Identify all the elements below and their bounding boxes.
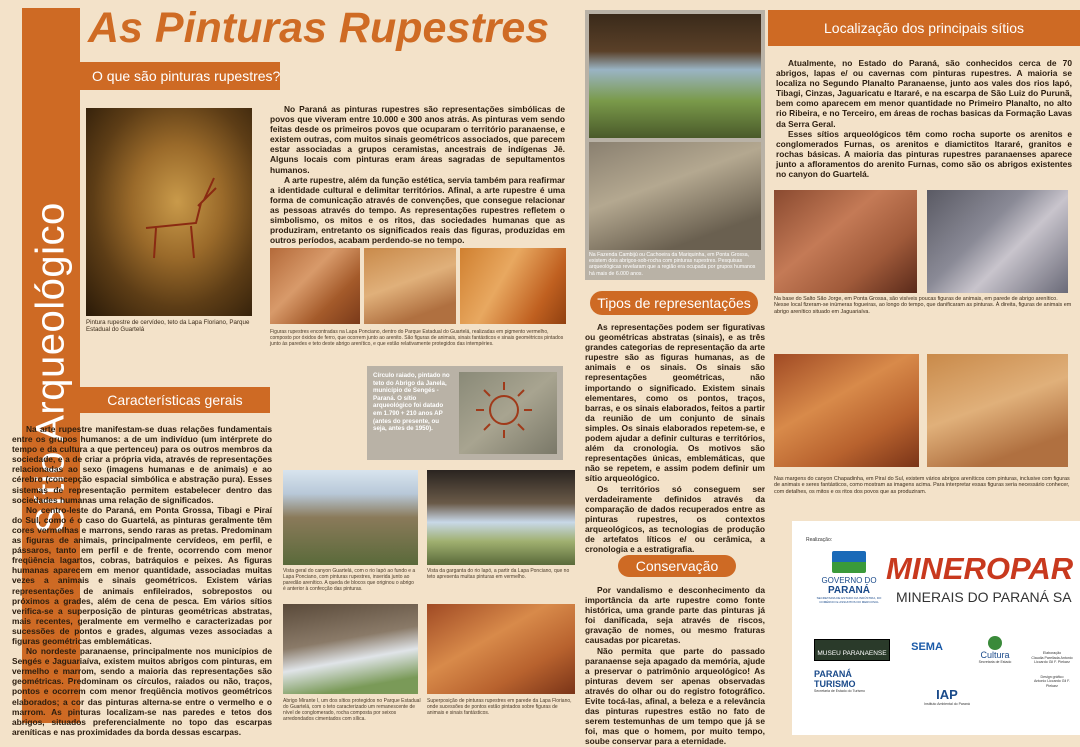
circle-photo (459, 372, 557, 454)
gov-subtitle: SECRETARIA DE ESTADO DA INDÚSTRIA, DO COMÉRCIO E ASSUNTOS DO MERCOSUL (816, 596, 882, 604)
section-header-types: Tipos de representações (590, 291, 758, 315)
figures-caption (270, 329, 566, 347)
mineropar-subtitle: MINERAIS DO PARANÁ SA (896, 589, 1072, 605)
conservation-text (585, 585, 765, 747)
sema-label: SEMA (911, 641, 943, 653)
salto-photo-2 (927, 190, 1068, 293)
canyon-caption-1 (283, 568, 418, 592)
section-header-what: O que são pinturas rupestres? (80, 62, 280, 90)
parana-turismo-logo (814, 669, 894, 693)
types-paragraph-1: As representações podem ser figurativas ou geométricas abstratas (sinais), e as três grandes categorias de representação da arte rupestre são as figuras humanas, as de animais e os sinais. Os sinais são representações geométricas, não importando o significado. Existem sinais elementares, como os pontos, traços, barras, e os sinais elaborados, feitos a partir da reunião de um conjunto de sinais simples. Os sinais elaborados repetem-se, e podem ajudar a definir culturas e territórios, além da cronologia. Os motivos são representações únicas, emblemáticas, que não se repetem, e assim podem definir um sítio arqueológico. (585, 322, 765, 484)
mineropar-logo: MINEROPAR (886, 551, 1074, 586)
turismo-subtitle: Secretaria de Estado do Turismo (814, 689, 865, 693)
sidebar-title: Sítio Arqueológico (28, 202, 73, 534)
characteristics-paragraph-2: No centro-leste do Paraná, em Ponta Grossa, Tibagi e Piraí do Sul, como é o caso do Guartelá, as pinturas geralmente têm cores vermelhas e marrons, sendo raras as pretas. Predominam as figuras de animais, principalmente cervídeos, em perfil, e pássaros, tanto em perfil e de frente, ocorrendo com menor freqüência lagartos, cobras, batráquios e peixes. As figuras humanas aparecem em menor quantidade, associadas muitas vezes a animais e sinais geométricos. Existem várias representações de animais enfileirados, sobrepostos ou próximos a grades, além de cena de pesca. Em vários sítios verifica-se a superposição de pinturas geométricas abstratas, mais recentes, geralmente em vermelho e caracterizadas por sucessões de pontos e grades, algumas vezes associadas a figuras geométricas emblemáticas. (12, 504, 272, 646)
circle-info-box (367, 366, 563, 460)
painting-photo-2 (364, 248, 456, 324)
circle-caption-text: Círculo raiado, pintado no teto do Abrigo da Janela, município de Sengés - Paraná. O sítio arqueológico foi datado em 1.790 + 210 anos AP (antes do presente, ou seja, antes de 1950). (373, 372, 450, 433)
chapada-photo-2 (927, 354, 1068, 467)
cultura-logo (972, 636, 1018, 664)
sema-logo (904, 641, 950, 653)
iap-logo (904, 687, 990, 706)
section-header-conservation: Conservação (618, 555, 736, 577)
design-label: Design gráfico (1040, 674, 1064, 679)
canyon-caption-4-text: Superposição de pinturas rupestres em parede da Lapa Floriano, onde sucessões de pontos estão pintados sobre figuras de animais e sinais fantásticos. (427, 698, 572, 716)
conservation-paragraph-2: Não permita que parte do passado paranaense seja apagado da memória, ajude a preservar o patrimônio arqueológico! As pinturas devem ser apenas observadas através do olhar ou do registro fotográfico. Evite tocá-las, afinal, a beleza e a relevância das pinturas rupestres estão no fato de serem testemunhas de um tempo que já se foi, mas que o homem, por muito tempo, soube conservar para a eternidade. (585, 645, 765, 747)
gov-line-2: PARANÁ (827, 585, 871, 596)
rayed-circle-icon (459, 372, 557, 454)
canyon-photo-4 (427, 604, 575, 694)
painting-photo-1 (270, 248, 360, 324)
chapada-caption (774, 476, 1072, 495)
canyon-photo-2 (427, 470, 575, 565)
canyon-caption-1-text: Vista geral do canyon Guartelá, com o rio Iapó ao fundo e a Lapa Ponciano, com pinturas rupestres, inserida junto ao paredão arenítico. A queda de blocos que originou o abrigo é anterior à confecção das pinturas. (283, 568, 416, 592)
what-text (270, 104, 565, 245)
salto-caption (774, 296, 1072, 315)
canyon-caption-4 (427, 698, 575, 716)
types-text (585, 322, 765, 554)
iap-label: IAP (936, 687, 958, 702)
characteristics-paragraph-1: Na arte rupestre manifestam-se duas relações fundamentais entre os grupos humanos: a de um indivíduo (um intérprete do tempo e da cultura a que pertenceu) para os outros membros da sociedade, e a de criar a própria vida, através de representações relacionadas ao sexo (imagens humanas e de animais) e ao cérebro (concepção espacial simbólica e abstração pura). Esses sistemas de representação permitem estabelecer dentro das sociedades humanas uma relação de significados. (12, 424, 272, 505)
museu-logo (814, 639, 890, 661)
location-paragraph-1: Atualmente, no Estado do Paraná, são conhecidos cerca de 70 abrigos, lapas e/ ou cavernas com pinturas rupestres. A maioria se localiza no Segundo Planalto Paranaense, junto aos vales dos rios Iapó, Tibagi, Cinzas, Jaguaricatu e Itararé, e na escarpa de São Luiz do Purunã, bem como aparecem em menor quantidade no Primeiro Planalto, no alto rio Ribeira, e no Terceiro, em áreas de rochas basicas da Formação Lavas da Serra Geral. (776, 58, 1072, 129)
elaboracao-label: Elaboração (1042, 651, 1062, 655)
canyon-caption-2-text: Vista da garganta do rio Iapó, a partir da Lapa Ponciano, que no teto apresenta muitas pinturas em vermelho. (427, 568, 570, 580)
elaboracao-names: Claudia Parellada Antonio Liccardo Gil F. Piekarz (1031, 655, 1073, 665)
cave-deer-photo (86, 108, 252, 316)
chapada-photo-1 (774, 354, 919, 467)
salto-caption-text: Na base do Salto São Jorge, em Ponta Grossa, são visíveis poucas figuras de animais, em parede de abrigo arenítico. Nesse local fizeram-se inúmeras fogueiras, ao longo do tempo, que danificaram as pinturas. À direita, figuras de animais em abrigo arenítico situado em Jaguariaíva. (774, 296, 1072, 315)
sponsors-box (792, 521, 1080, 735)
canyon-caption-3 (283, 698, 423, 722)
flag-icon (832, 551, 866, 573)
cultura-label: Cultura (980, 650, 1010, 660)
deer-painting-icon (86, 108, 252, 316)
section-header-characteristics: Características gerais (80, 387, 270, 413)
salto-photo-1 (774, 190, 917, 293)
types-paragraph-2: Os territórios só conseguem ser verdadeiramente definidos através da comparação de dados recuperados entre as pinturas rupestres, os contextos arqueológicos, as tecnologias de produção de artefatos líticos e/ ou cerâmica, a cronologia e a estratigrafia. (585, 483, 765, 555)
characteristics-text (12, 424, 272, 737)
figures-caption-text: Figuras rupestres encontradas na Lapa Ponciano, dentro do Parque Estadual do Guartelá, realizadas em pigmento vermelho, composto por óxidos de ferro, que ocorrem junto ao arenito. São figuras de animais, sinais fantásticos e sinais geométricos pintados junto às paredes e teto deste abrigo arenítico, e que estão relativamente protegidos das intempéries. (270, 329, 564, 347)
painting-photo-3 (460, 248, 566, 324)
location-text (776, 58, 1072, 179)
canyon-caption-2 (427, 568, 575, 580)
design-names: Antonio Liccardo Gil F. Piekarz (1034, 679, 1070, 688)
canyon-photo-3 (283, 604, 418, 694)
iap-subtitle: Instituto Ambiental do Paraná (924, 702, 970, 706)
location-paragraph-2: Esses sítios arqueológicos têm como rocha suporte os arenitos e conglomerados Furnas, os arenitos e diamictitos Itararé, granitos e rochas básicas. A maioria das pinturas rupestres paranaenses aparece junto a afloramentos do arenito Furnas, como são os abrigos existentes no canyon do Guartelá. (776, 128, 1072, 180)
characteristics-paragraph-3: No nordeste paranaense, principalmente nos municípios de Sengés e Jaguariaíva, existem muitos abrigos com pinturas, em vermelho e marrom, sendo a maioria das representações são geométricas. Predominam os círculos, raiados ou não, traços, pontos e ocorrem com menor freqüência motivos geométricos elaborados; a cor das pinturas alterna-se entre o vermelho e o marrom. As pinturas localizam-se nas paredes e tetos dos abrigos, situados preferencialmente no topo das escarpas areníticas e nas proximidades da borda dessas escarpas. (12, 646, 272, 737)
section-header-location: Localização dos principais sítios (768, 10, 1080, 46)
page-title: As Pinturas Rupestres (88, 4, 550, 52)
fazenda-caption-text: Na Fazenda Cambijú ou Cachoeira da Mariquinha, em Ponta Grossa, existem dois abrigos-sob-rocha com pinturas rupestres. Pesquisas arqueológicas revelaram que a região era ocupada por grupos humanos há mais de 6.000 anos. (589, 252, 756, 277)
chapada-caption-text: Nas margens do canyon Chapadinha, em Piraí do Sul, existem vários abrigos areníticos com pinturas, inclusive com figuras de animais e seres fantásticos, como mostram as imagens acima. Para interpretar essas figuras seria necessário conhecer, com detalhes, os mitos e os ritos dos povos que as produziram. (774, 476, 1070, 495)
cultura-subtitle: Secretaria de Estado (978, 660, 1012, 664)
conservation-paragraph-1: Por vandalismo e desconhecimento da importância da arte rupestre como fonte histórica, uma grande parte das pinturas já foi danificada, seja através de riscos, gravação de nomes, ou mesmo fraturas causadas por picaretas. (585, 585, 765, 646)
fazenda-photo-2 (589, 142, 761, 250)
what-paragraph-2: A arte rupestre, além da função estética, servia também para reafirmar a identidade cultural e delimitar territórios. Afinal, a arte rupestre é uma forma de comunicação através de convenções, que consegue relacionar as pessoas através do tempo. As representações rupestres refletem o simbolismo, os mitos e os ritos, das sociedades humanas que as produziram, entretanto os significados reais das figuras, produzidas em outros períodos, acabam perdendo-se no tempo. (270, 174, 565, 246)
governo-parana-logo (814, 551, 884, 615)
fazenda-box (585, 10, 765, 280)
credits (1030, 651, 1074, 689)
cultura-icon (988, 636, 1002, 650)
gov-line-1: GOVERNO DO (821, 576, 877, 585)
cave-caption (86, 319, 271, 334)
realizacao-label: Realização: (806, 537, 833, 543)
what-paragraph-1: No Paraná as pinturas rupestres são representações simbólicas de povos que viveram entre 10.000 e 300 anos atrás. As pinturas vem sendo feitas desde os primeiros povos que ocuparam o território paranaense, e existem outras, com muitos sinais geométricos associados, que parecem estar associadas a grupos ceramistas, ancestrais de indígenas Jê. Alguns locais com pinturas eram áreas sagradas de sepultamentos humanos. (270, 104, 565, 175)
fazenda-photo-1 (589, 14, 761, 138)
museu-label: MUSEU PARANAENSE (817, 650, 887, 657)
canyon-caption-3-text: Abrigo Mirante I, um dos sítios protegidos no Parque Estadual do Guartelá, com o teto caracterizado um remanescente de nível de conglomerado, rocha composta por seixos arredondados cimentados com sílica. (283, 698, 421, 722)
cave-caption-text: Pintura rupestre de cervídeo, teto da Lapa Floriano, Parque Estadual do Guartelá (86, 319, 250, 334)
canyon-photo-1 (283, 470, 418, 565)
turismo-label: PARANÁ TURISMO (814, 669, 856, 689)
